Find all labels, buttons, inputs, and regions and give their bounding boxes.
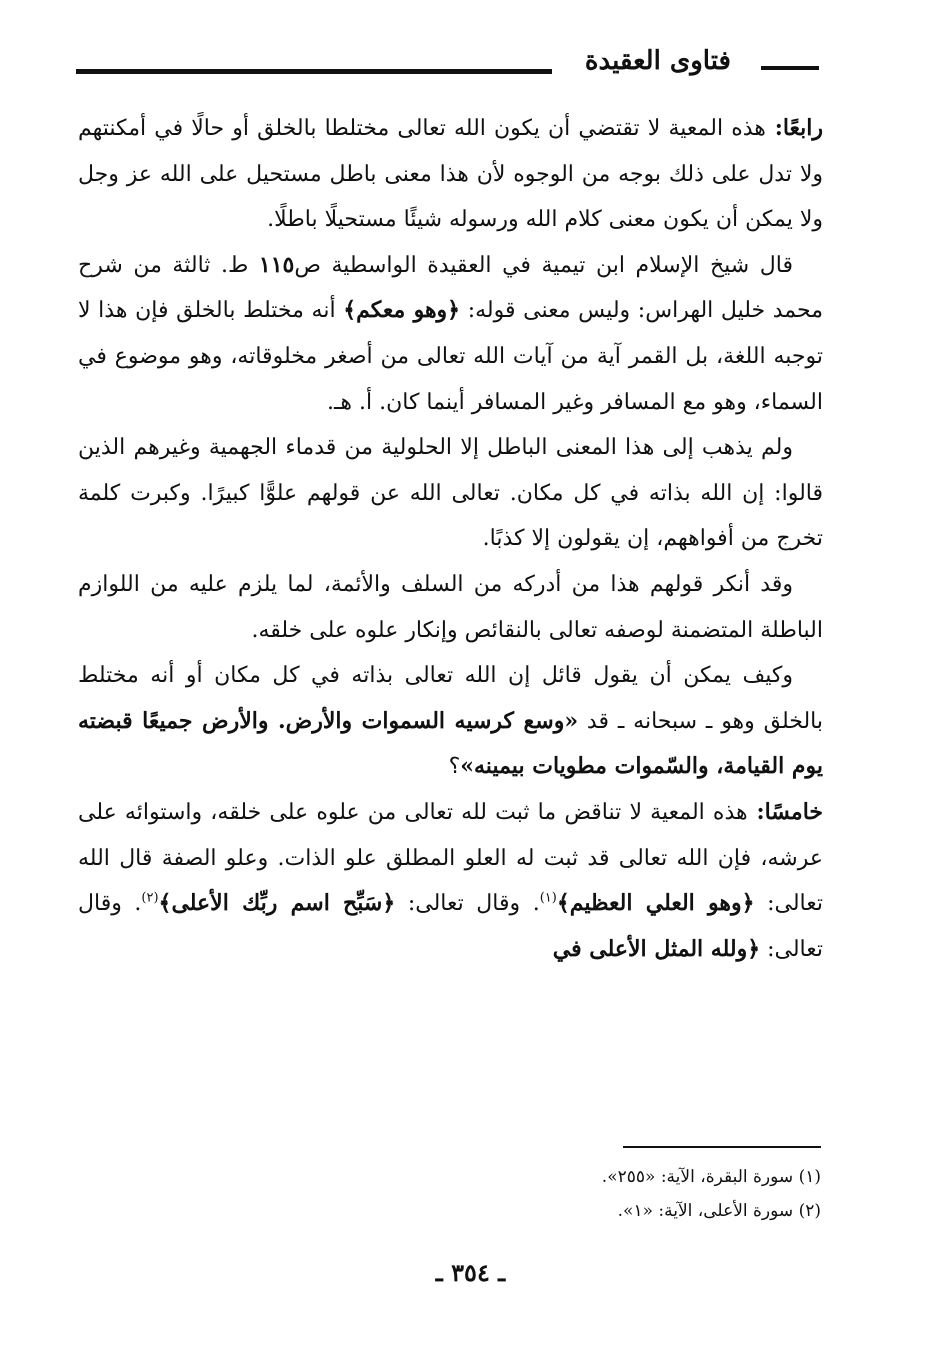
text-segment: ؟ (448, 754, 461, 780)
page-header (76, 44, 819, 88)
emphasis-text: ﴿وهو العلي العظيم﴾ (556, 890, 755, 917)
header-rule-long (76, 69, 552, 74)
emphasis-text: رابعًا: (765, 115, 823, 141)
text-segment: ط. ثالثة من شرح محمد خليل الهراس: وليس معنى قوله: (78, 252, 823, 324)
footnote-2: (٢) سورة الأعلى، الآية: «١». (617, 1201, 821, 1221)
emphasis-text: «وسع كرسيه السموات والأرض. والأرض جميعًا قبضته يوم القيامة، والسّموات مطويات بيمينه» (78, 707, 823, 780)
body-text (78, 106, 823, 972)
footnote-separator (623, 1146, 821, 1148)
text-segment: هذه المعية لا تناقض ما ثبت لله تعالى من علوه على خلقه، واستوائه على عرشه، فإن الله تعالى قد ثبت له العلو المطلق علو الذات. وعلو الصفة قال الله تعالى: (78, 799, 823, 917)
paragraph-p5 (78, 653, 823, 790)
footnote-1: (١) سورة البقرة، الآية: «٢٥٥». (601, 1167, 821, 1187)
text-segment: أنه مختلط بالخلق فإن هذا لا توجبه اللغة، بل القمر آية من آيات الله تعالى من أصغر مخلوقاته، وهو موضوع في السماء، وهو مع المسافر وغير المسافر أينما كان. أ. هـ. (78, 298, 823, 415)
text-segment: وكيف يمكن أن يقول قائل إن الله تعالى بذاته في كل مكان أو أنه مختلط بالخلق وهو ـ سبحانه ـ قد (78, 663, 823, 734)
footnote-ref: (١) (539, 890, 557, 906)
paragraph-p3 (78, 425, 823, 562)
paragraph-p2 (78, 243, 823, 425)
text-segment: هذه المعية لا تقتضي أن يكون الله تعالى مختلطا بالخلق أو حالًا في أمكنتهم ولا تدل على ذلك بوجه من الوجوه لأن هذا معنى باطل مستحيل على الله عز وجل ولا يمكن أن يكون معنى كلام الله ورسوله شيئًا مستحيلًا باطلًا. (78, 116, 823, 233)
paragraph-p4 (78, 562, 823, 653)
emphasis-text: ﴿سَبِّح اسم ربِّك الأعلى﴾ (158, 890, 396, 917)
paragraph-p6 (78, 790, 823, 972)
text-segment: ولم يذهب إلى هذا المعنى الباطل إلا الحلولية من قدماء الجهمية وغيرهم الذين قالوا: إن الله بذاته في كل مكان. تعالى الله عن قولهم علوًّا كبيرًا. وكبرت كلمة تخرج من أفواههم، إن يقولون إلا كذبًا. (78, 435, 823, 552)
emphasis-text: ﴿وهو معكم﴾ (343, 297, 461, 324)
emphasis-text: ١١٥ (258, 251, 295, 278)
paragraph-p1 (78, 106, 823, 243)
emphasis-text: خامسًا: (747, 798, 823, 825)
text-segment: قال شيخ الإسلام ابن تيمية في العقيدة الواسطية ص (294, 252, 793, 278)
text-segment: . وقال تعالى: (78, 891, 823, 962)
footnote-ref: (٢) (141, 890, 159, 906)
emphasis-text: ﴿ولله المثل الأعلى في (552, 935, 761, 962)
header-rule-short (761, 66, 819, 70)
text-segment: . وقال تعالى: (395, 891, 540, 917)
text-segment: وقد أنكر قولهم هذا من أدركه من السلف والأئمة، لما يلزم عليه من اللوازم الباطلة المتضمنة لوصفه تعالى بالنقائص وإنكار علوه على خلقه. (78, 571, 823, 643)
footnotes (602, 1160, 821, 1228)
header-title: فتاوى العقيدة (584, 46, 731, 76)
page-number: ـ ٣٥٤ ـ (435, 1258, 506, 1287)
